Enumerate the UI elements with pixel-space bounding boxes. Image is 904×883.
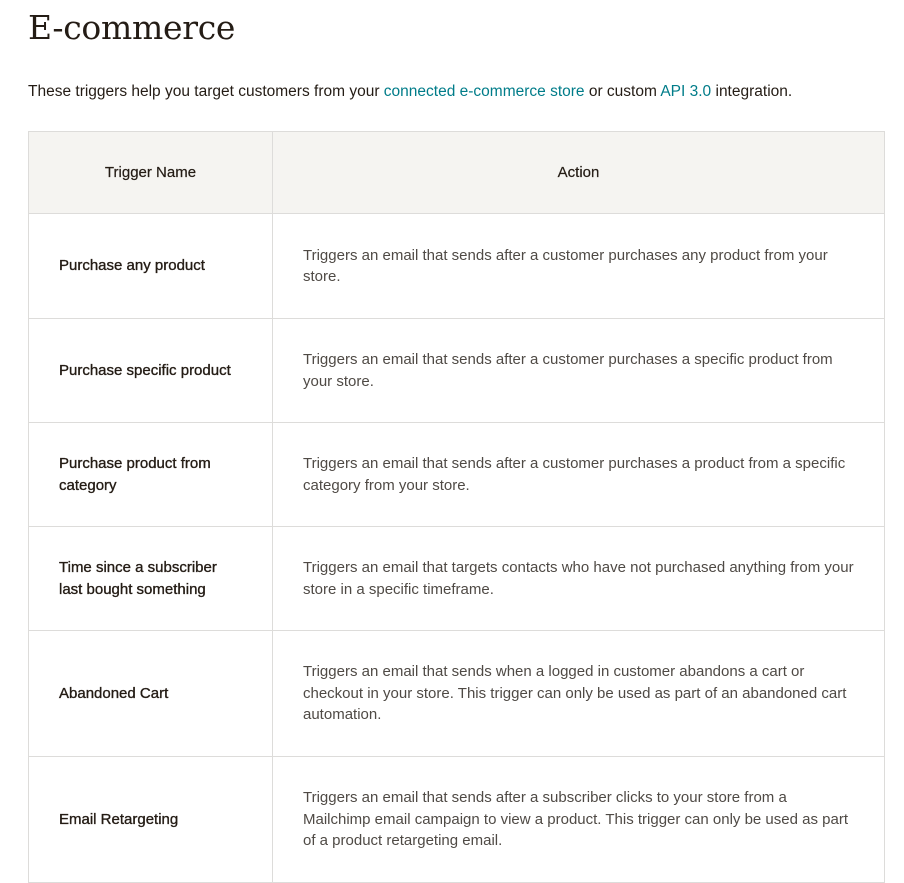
trigger-name-cell: Purchase product from category	[29, 423, 273, 527]
trigger-action-cell: Triggers an email that sends when a logged in customer abandons a cart or checkout in your store. This trigger can only be used as part of an abandoned cart automation.	[273, 631, 885, 757]
trigger-name-cell: Purchase specific product	[29, 319, 273, 423]
article-content	[28, 0, 884, 850]
trigger-action-cell: Triggers an email that sends after a customer purchases a product from a specific category from your store.	[273, 423, 885, 527]
header-trigger-name: Trigger Name	[29, 132, 273, 214]
table-row	[29, 527, 885, 631]
trigger-action-cell: Triggers an email that targets contacts who have not purchased anything from your store in a specific timeframe.	[273, 527, 885, 631]
header-action: Action	[273, 132, 885, 214]
table-row	[29, 319, 885, 423]
trigger-action-cell: Triggers an email that sends after a customer purchases a specific product from your store.	[273, 319, 885, 423]
connected-store-link[interactable]: connected e-commerce store	[383, 83, 585, 100]
table-row	[29, 423, 885, 527]
trigger-name-cell: Time since a subscriber last bought something	[29, 527, 273, 631]
trigger-name-cell: Purchase any product	[29, 214, 273, 319]
trigger-name-cell: Email Retargeting	[29, 757, 273, 883]
triggers-table	[28, 131, 885, 883]
intro-paragraph	[28, 81, 884, 103]
intro-text-before: These triggers help you target customers from your	[28, 83, 384, 100]
table-row	[29, 214, 885, 319]
table-header-row	[29, 132, 885, 214]
api-link[interactable]: API 3.0	[660, 83, 712, 100]
table-row	[29, 631, 885, 757]
trigger-action-cell: Triggers an email that sends after a subscriber clicks to your store from a Mailchimp email campaign to view a product. This trigger can only be used as part of a product retargeting email.	[273, 757, 885, 883]
intro-text-after: integration.	[711, 83, 793, 100]
table-row	[29, 757, 885, 883]
trigger-action-cell: Triggers an email that sends after a customer purchases any product from your store.	[273, 214, 885, 319]
page-title: E-commerce	[28, 8, 236, 47]
intro-text-middle: or custom	[584, 83, 661, 100]
trigger-name-cell: Abandoned Cart	[29, 631, 273, 757]
